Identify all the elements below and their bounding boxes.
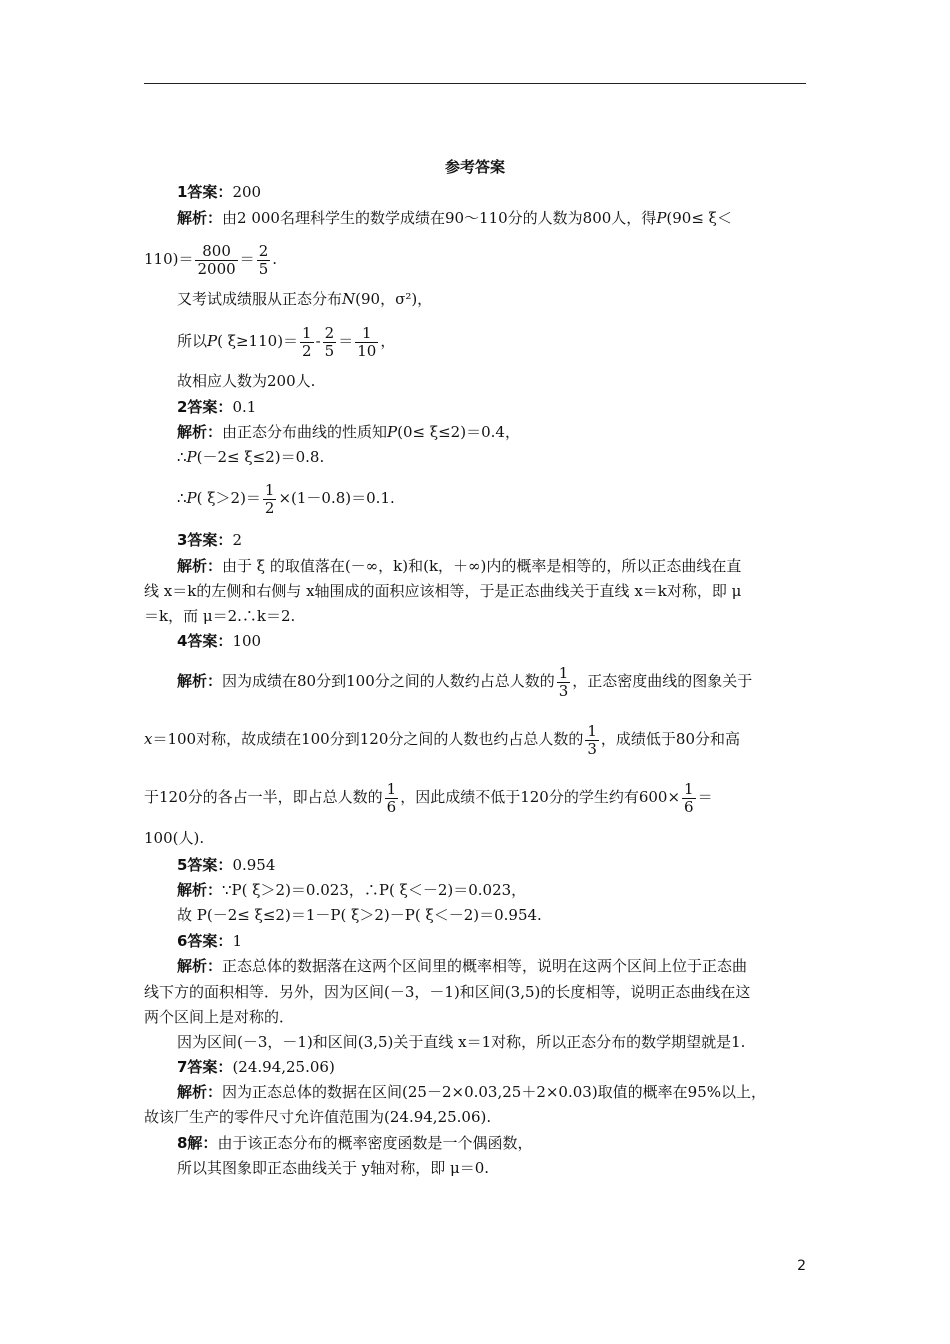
q5-answer-line: 5答案：0.954 xyxy=(177,856,276,874)
q4-fraction: $\frac{1}{6}$ xyxy=(386,780,397,816)
q4-answer-line: 4答案：100 xyxy=(177,632,262,650)
q1-explanation-line3: 又考试成绩服从正态分布N(90，σ²)， xyxy=(177,290,433,308)
q3-explanation-line2: 线 x＝k的左侧和右侧与 x轴围成的面积应该相等，于是正态曲线关于直线 x＝k对称，即 μ xyxy=(144,582,742,600)
q1-fraction: $\frac{800}{2000}$ xyxy=(197,242,236,278)
q1-answer-line xyxy=(177,182,261,202)
q2-explanation-line2: ∴P(－2≤ ξ≤2)＝0.8. xyxy=(177,448,325,466)
q4-fraction: $\frac{1}{3}$ xyxy=(587,722,597,758)
q8-line2: 所以其图象即正态曲线关于 y轴对称，即 μ＝0. xyxy=(177,1159,490,1177)
q4-fraction: $\frac{1}{3}$ xyxy=(558,664,569,700)
q1-answer: 200 xyxy=(232,183,262,201)
q1-text: P xyxy=(656,209,667,227)
q2-answer-line: 2答案：0.1 xyxy=(177,398,257,416)
q1-explanation-line1 xyxy=(177,208,732,228)
q1-explanation-line5: 故相应人数为200人. xyxy=(177,372,316,390)
q4-fraction: $\frac{1}{6}$ xyxy=(684,780,694,816)
q8-line1: 8解：由于该正态分布的概率密度函数是一个偶函数， xyxy=(177,1134,533,1152)
q1-answer-label: 1答案： xyxy=(177,183,233,201)
q4-explanation-line2: x＝100对称，故成绩在100分到120分之间的人数也约占总人数的 $\frac{1}{3}$ ，成绩低于80分和高 xyxy=(144,722,741,758)
q6-explanation-line4: 因为区间(－3，－1)和区间(3,5)关于直线 x＝1对称，所以正态分布的数学期望就是1. xyxy=(177,1033,746,1051)
q7-explanation-line2: 故该厂生产的零件尺寸允许值范围为(24.94,25.06). xyxy=(144,1108,492,1126)
q2-fraction: $\frac{1}{2}$ xyxy=(264,481,275,517)
q3-explanation-line1: 解析：由于 ξ 的取值落在(－∞，k)和(k，＋∞)内的概率是相等的，所以正态曲线在直 xyxy=(177,557,742,575)
page-number: 2 xyxy=(797,1258,806,1274)
q3-explanation-line3: ＝k，而 μ＝2.∴k＝2. xyxy=(144,607,296,625)
q2-explanation-line1: 解析：由正态分布曲线的性质知P(0≤ ξ≤2)＝0.4， xyxy=(177,423,520,441)
q7-explanation-line1: 解析：因为正态总体的数据在区间(25－2×0.03,25＋2×0.03)取值的概率在95%以上， xyxy=(177,1083,767,1101)
q1-fraction: $\frac{1}{10}$ xyxy=(357,324,377,360)
q6-explanation-line2: 线下方的面积相等．另外，因为区间(－3，－1)和区间(3,5)的长度相等，说明正态曲线在这 xyxy=(144,983,751,1001)
q6-explanation-line1: 解析：正态总体的数据落在这两个区间里的概率相等，说明在这两个区间上位于正态曲 xyxy=(177,957,748,975)
q3-answer-line: 3答案：2 xyxy=(177,531,242,549)
q1-fraction: $\frac{2}{5}$ xyxy=(324,324,335,360)
q5-explanation-line2: 故 P(－2≤ ξ≤2)＝1－P( ξ＞2)－P( ξ＜－2)＝0.954. xyxy=(177,906,542,924)
q7-answer-line: 7答案：(24.94,25.06) xyxy=(177,1058,335,1076)
page-title: 参考答案 xyxy=(444,158,505,176)
q1-fraction: $\frac{1}{2}$ xyxy=(302,324,312,360)
q5-explanation-line1: 解析：∵P( ξ＞2)＝0.023，∴P( ξ＜－2)＝0.023， xyxy=(177,881,527,899)
q1-fraction: $\frac{2}{5}$ xyxy=(258,242,269,278)
q4-explanation-line3: 于120分的各占一半，即占总人数的 $\frac{1}{6}$ ，因此成绩不低于120分的学生约有600× $\frac{1}{6}$ ＝ xyxy=(144,780,713,816)
q6-explanation-line3: 两个区间上是对称的． xyxy=(144,1008,295,1026)
q1-text: 由2 000名理科学生的数学成绩在90～110分的人数为800人，得 xyxy=(222,209,657,227)
q6-answer-line: 6答案：1 xyxy=(177,932,242,950)
q1-explanation-line2: 110)＝ $\frac{800}{2000}$ ＝ $\frac{2}{5}$ . xyxy=(144,242,278,278)
q1-explanation-line4: 所以P( ξ≥110)＝ $\frac{1}{2}$ - $\frac{2}{5}$ ＝ $\frac{1}{10}$ ， xyxy=(177,324,396,360)
header-rule xyxy=(144,83,806,84)
q1-text: (90≤ ξ＜ xyxy=(666,209,732,227)
q4-explanation-line4: 100(人). xyxy=(144,829,205,847)
q1-explanation-label: 解析： xyxy=(177,209,223,227)
q2-explanation-line3: ∴P( ξ＞2)＝ $\frac{1}{2}$ ×(1－0.8)＝0.1. xyxy=(177,481,395,517)
q1-text: 110)＝ xyxy=(144,250,194,268)
q4-explanation-line1: 解析：因为成绩在80分到100分之间的人数约占总人数的 $\frac{1}{3}$ ，正态密度曲线的图象关于 xyxy=(177,664,753,700)
